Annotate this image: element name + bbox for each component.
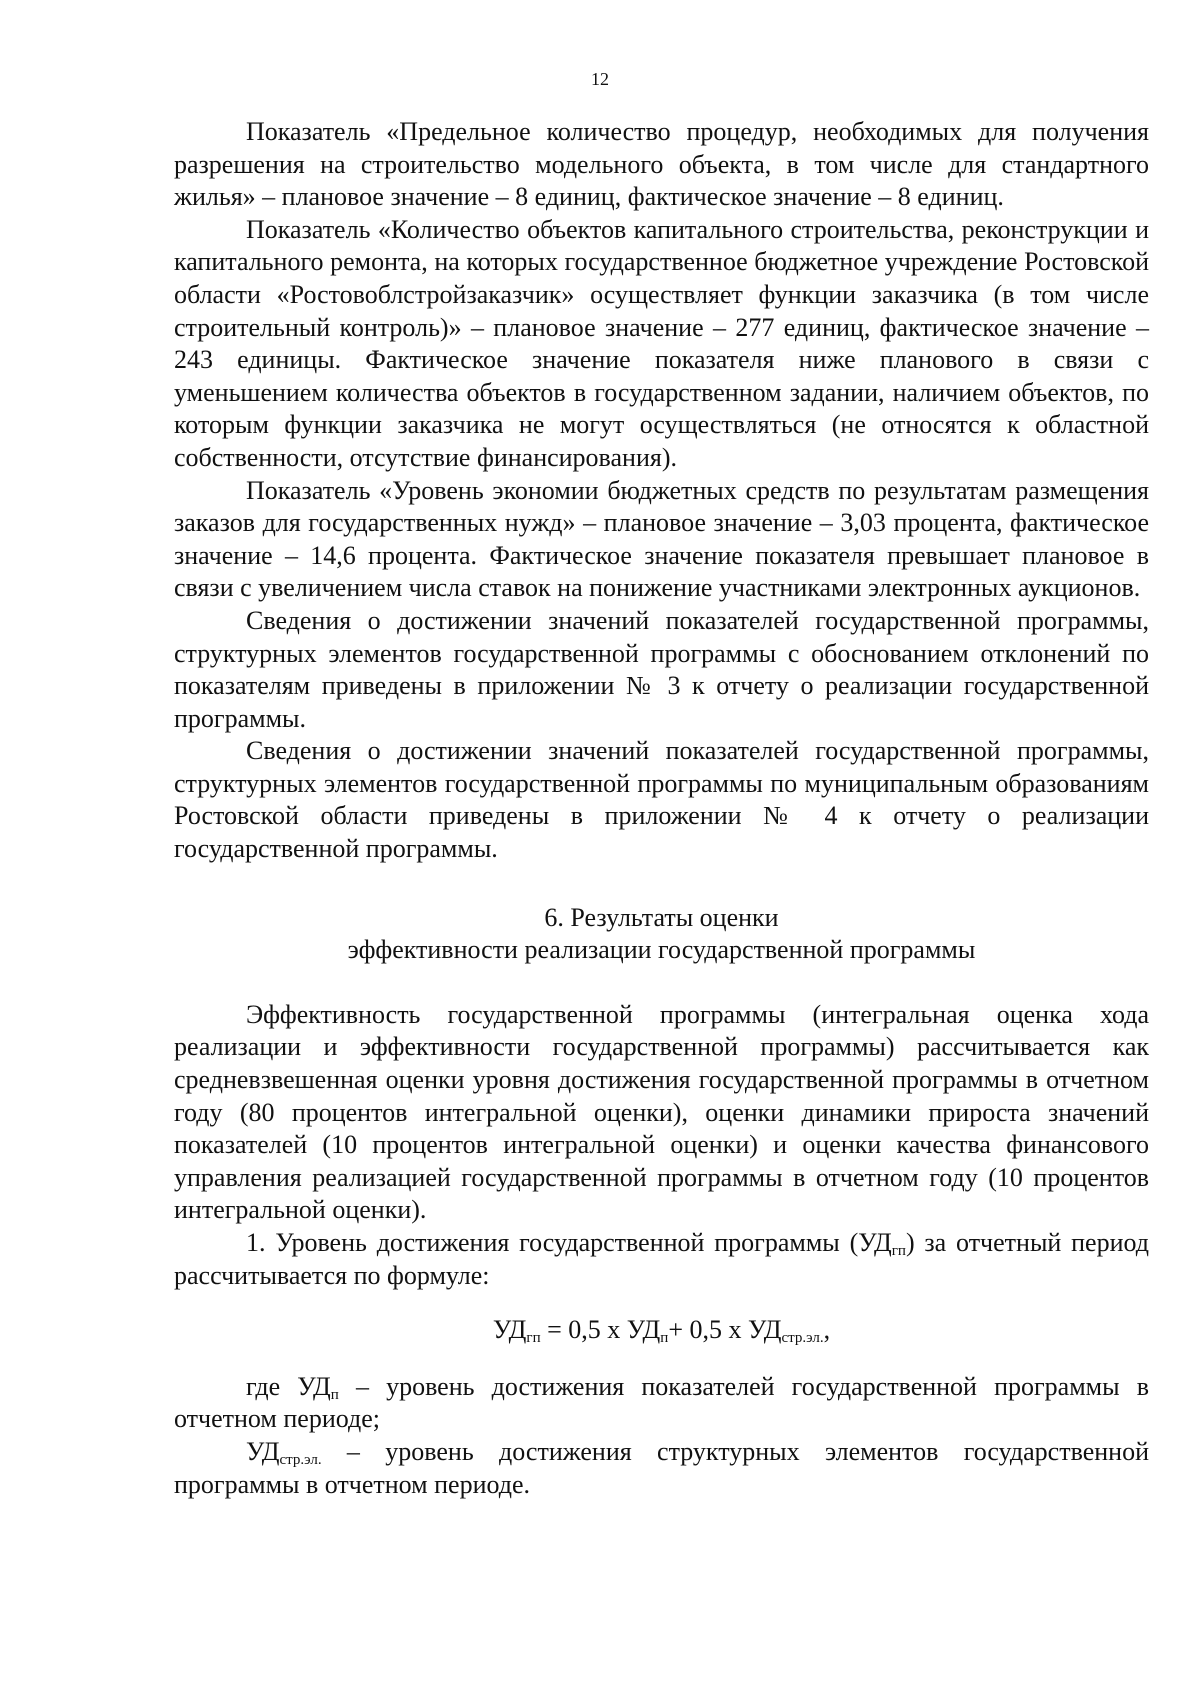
paragraph-procedures-indicator: Показатель «Предельное количество процедур, необходимых для получения разрешения на строительство модельного объекта, в том числе для стандартного жилья» – плановое значение – 8 единиц, фактическое значение – 8 единиц.: [174, 117, 1149, 212]
section-heading-line-2: эффективности реализации государственной программы: [347, 935, 976, 965]
where2-text-start: УД: [246, 1436, 280, 1466]
formula-term-b: = 0,5 х УД: [540, 1315, 661, 1345]
paragraph-where-udstrel: [174, 1436, 1149, 1501]
formula-sub-c: стр.эл.: [781, 1330, 824, 1347]
item1-text-start: 1. Уровень достижения государственной программы (УД: [246, 1228, 892, 1257]
document-body: [174, 116, 1149, 1501]
formula-term-a: УД: [492, 1315, 527, 1345]
where2-subscript: стр.эл.: [279, 1451, 322, 1468]
where1-text-end: – уровень достижения показателей государственной программы в отчетном периоде;: [174, 1371, 1149, 1434]
formula: [174, 1314, 1149, 1347]
item1-subscript: гп: [891, 1243, 906, 1259]
paragraph-efficiency-definition: Эффективность государственной программы (интегральная оценка хода реализации и эффективности государственной программы) рассчитывается как средневзвешенная оценки уровня достижения государственной программы в отчетном году (80 процентов интегральной оценки), оценки динамики прироста значений показателей (10 процентов интегральной оценки) и оценки качества финансового управления реализацией государственной программы в отчетном году (10 процентов интегральной оценки).: [174, 999, 1149, 1225]
section-heading: [174, 902, 1149, 967]
paragraph-budget-savings-indicator: Показатель «Уровень экономии бюджетных средств по результатам размещения заказов для государственных нужд» – плановое значение – 3,03 процента, фактическое значение – 14,6 процента. Фактическое значение показателя превышает плановое в связи с увеличением числа ставок на понижение участниками электронных аукционов.: [174, 475, 1149, 603]
where1-subscript: п: [330, 1386, 339, 1403]
paragraph-appendix-4-reference: Сведения о достижении значений показателей государственной программы, структурных элементов государственной программы по муниципальным образованиям Ростовской области приведены в приложении № 4 к отчету о реализации государственной программы.: [174, 736, 1149, 864]
where2-text-end: – уровень достижения структурных элементов государственной программы в отчетном периоде.: [174, 1436, 1149, 1499]
page-number: 12: [591, 69, 609, 89]
paragraph-appendix-3-reference: Сведения о достижении значений показателей государственной программы, структурных элементов государственной программы с обоснованием отклонений по показателям приведены в приложении № 3 к отчету о реализации государственной программы.: [174, 605, 1149, 733]
where1-text-start: где УД: [246, 1371, 331, 1401]
formula-sub-a: гп: [526, 1330, 541, 1347]
formula-term-d: ,: [823, 1315, 831, 1345]
formula-term-c: + 0,5 х УД: [668, 1315, 782, 1345]
paragraph-construction-objects-indicator: Показатель «Количество объектов капитального строительства, реконструкции и капитального ремонта, на которых государственное бюджетное учреждение Ростовской области «Ростовоблстройзаказчик» осуществляет функции заказчика (в том числе строительный контроль)» – плановое значение – 277 единиц, фактическое значение – 243 единицы. Фактическое значение показателя ниже планового в связи с уменьшением количества объектов в государственном задании, наличием объектов, по которым функции заказчика не могут осуществляться (не относятся к областной собственности, отсутствие финансирования).: [174, 214, 1149, 472]
formula-sub-b: п: [660, 1330, 669, 1347]
section-heading-line-1: 6. Результаты оценки: [544, 902, 779, 932]
paragraph-item-1: [174, 1227, 1149, 1292]
item1-text-end: ) за отчетный период рассчитывается по формуле:: [174, 1228, 1149, 1290]
paragraph-where-udp: [174, 1371, 1149, 1436]
